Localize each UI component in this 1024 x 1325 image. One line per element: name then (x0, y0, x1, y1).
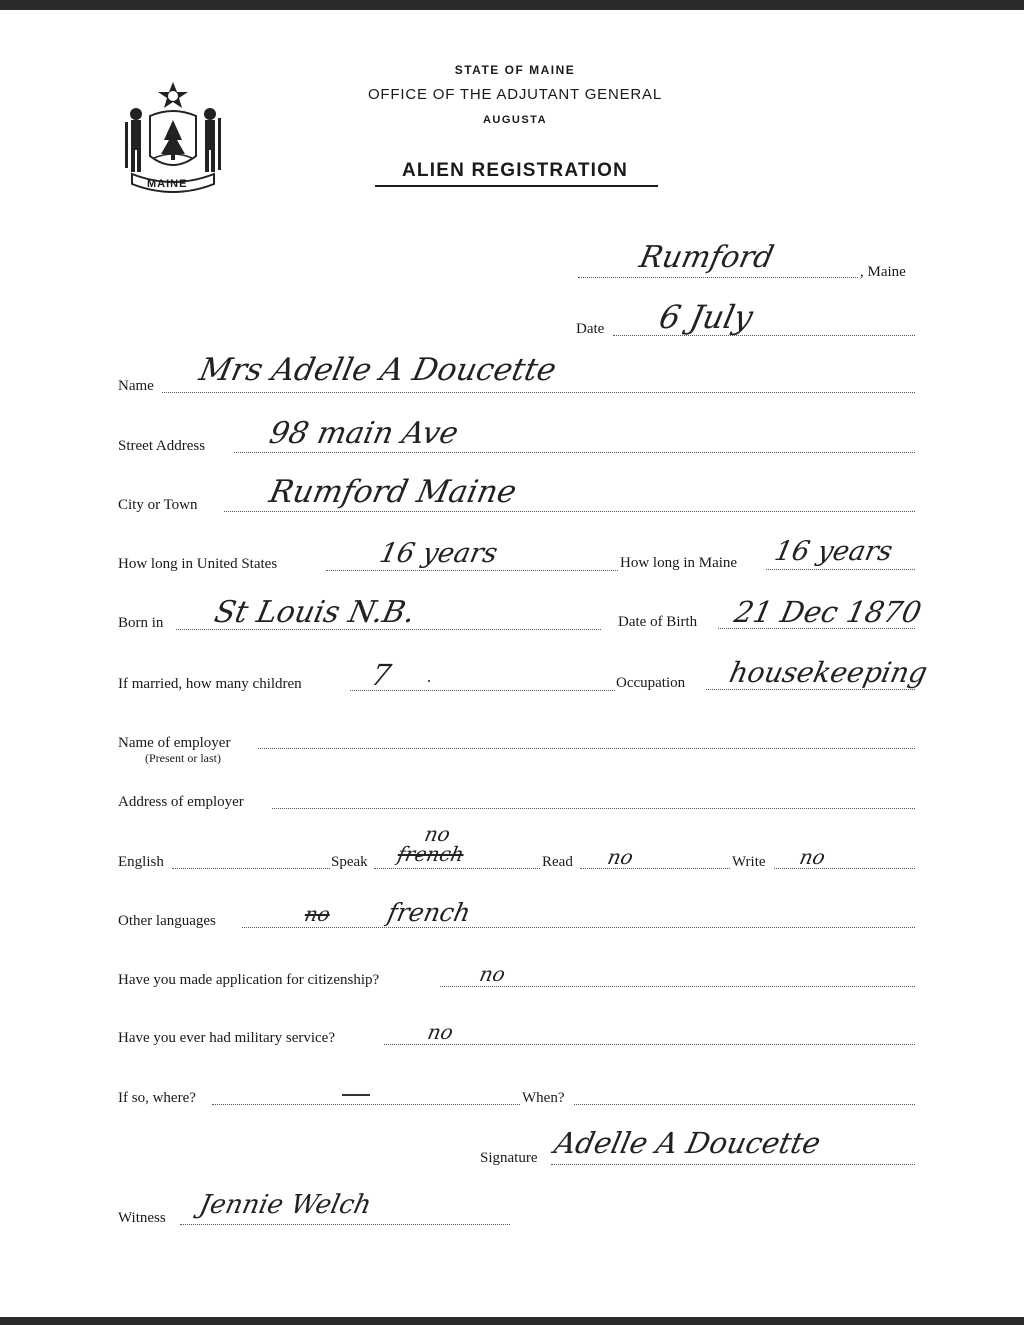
name-line (162, 392, 915, 393)
write-label: Write (732, 854, 766, 870)
date-of-birth-label: Date of Birth (618, 614, 698, 630)
scan-border-bottom (0, 1317, 1024, 1325)
street-address-line (234, 452, 915, 453)
children-value: 7 (368, 658, 395, 692)
born-in-label: Born in (118, 615, 164, 631)
title-underline (375, 185, 658, 187)
citizenship-label: Have you made application for citizenship? (118, 972, 380, 988)
other-languages-line (242, 927, 915, 928)
city-or-town-line (224, 511, 915, 512)
when-line (574, 1104, 915, 1105)
witness-value: Jennie Welch (196, 1190, 375, 1220)
read-line (580, 868, 730, 869)
seal-banner-text: MAINE (147, 178, 188, 190)
employer-name-note: (Present or last) (145, 751, 221, 765)
street-address-value: 98 main Ave (266, 416, 462, 451)
if-so-where-label: If so, where? (118, 1090, 196, 1106)
where-dash-mark (342, 1094, 370, 1096)
signature-line (551, 1164, 915, 1165)
street-address-label: Street Address (118, 438, 206, 454)
read-label: Read (542, 854, 573, 870)
form-title: ALIEN REGISTRATION (401, 160, 629, 181)
how-long-maine-value: 16 years (771, 536, 896, 567)
signature-value: Adelle A Doucette (551, 1126, 824, 1160)
write-line (774, 868, 915, 869)
military-value: no (425, 1020, 456, 1044)
how-long-us-line (326, 570, 618, 571)
employer-name-label: Name of employer (118, 735, 231, 751)
speak-label: Speak (331, 854, 368, 870)
city-or-town-label: City or Town (118, 497, 198, 513)
name-value: Mrs Adelle A Doucette (196, 352, 560, 388)
how-long-us-label: How long in United States (118, 556, 278, 572)
english-label: English (118, 854, 164, 870)
born-in-value: St Louis N.B. (211, 595, 419, 630)
military-line (384, 1044, 915, 1045)
children-line (350, 690, 615, 691)
children-label: If married, how many children (118, 676, 302, 692)
english-line (172, 868, 330, 869)
speak-value: no (422, 822, 453, 846)
employer-address-label: Address of employer (118, 794, 244, 810)
how-long-us-value: 16 years (376, 538, 501, 569)
header-state: STATE OF MAINE (454, 63, 576, 77)
when-label: When? (522, 1090, 565, 1106)
employer-address-line (272, 808, 915, 809)
witness-label: Witness (118, 1210, 166, 1226)
ink-speck (428, 680, 430, 682)
how-long-maine-label: How long in Maine (620, 555, 738, 571)
signature-label: Signature (480, 1150, 538, 1166)
how-long-maine-line (766, 569, 915, 570)
occupation-label: Occupation (616, 675, 686, 691)
speak-line (374, 868, 540, 869)
town-line (578, 277, 858, 278)
read-value: no (605, 845, 636, 869)
citizenship-value: no (477, 962, 508, 986)
if-so-where-line (212, 1104, 520, 1105)
maine-suffix-label: , Maine (860, 264, 906, 280)
header-office: OFFICE OF THE ADJUTANT GENERAL (367, 86, 663, 103)
date-label: Date (576, 321, 605, 337)
name-label: Name (118, 378, 154, 394)
header-city: AUGUSTA (482, 114, 548, 126)
other-languages-value: french (384, 898, 474, 927)
citizenship-line (440, 986, 915, 987)
date-value: 6 July (655, 298, 757, 336)
other-languages-struck-value: no (302, 902, 333, 926)
employer-name-line (258, 748, 915, 749)
write-value: no (797, 845, 828, 869)
military-label: Have you ever had military service? (118, 1030, 335, 1046)
other-languages-label: Other languages (118, 913, 216, 929)
witness-line (180, 1224, 510, 1225)
date-of-birth-value: 21 Dec 1870 (731, 595, 925, 629)
occupation-line (706, 689, 915, 690)
speak-struck-value: french (395, 842, 467, 866)
town-value: Rumford (636, 240, 777, 275)
occupation-value: housekeeping (726, 656, 931, 689)
city-or-town-value: Rumford Maine (266, 474, 520, 510)
scan-border-top (0, 0, 1024, 10)
